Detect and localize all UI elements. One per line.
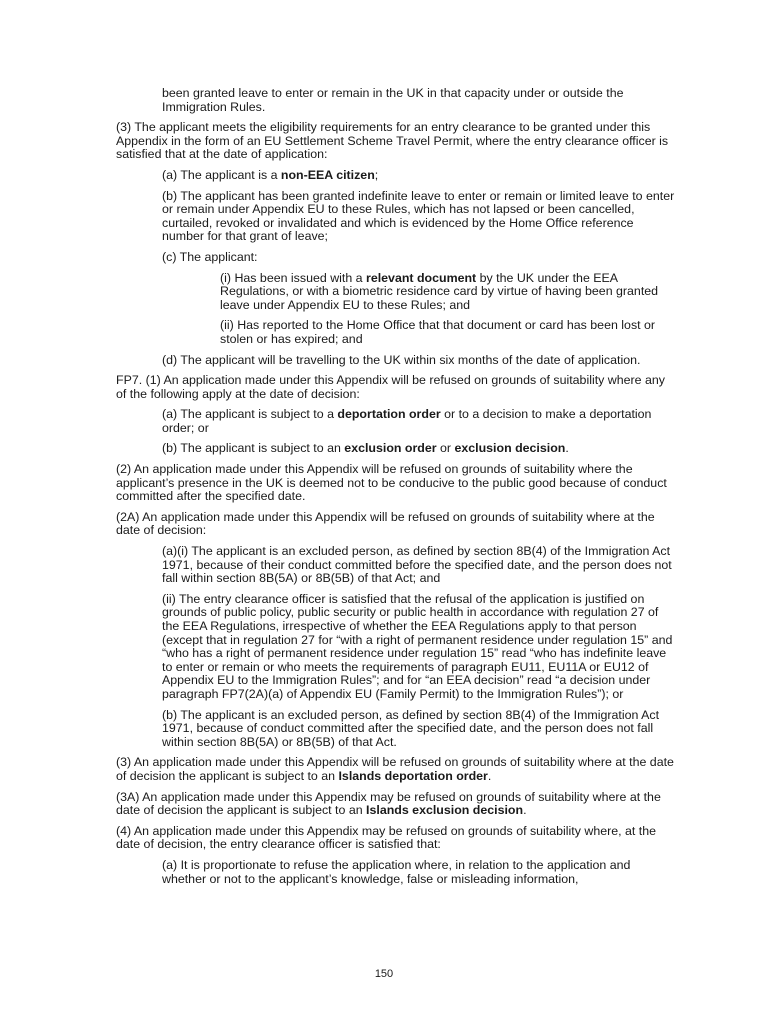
paragraph-text: (3A) An application made under this Appendix may be refused on grounds of suitability where at the date of decision the applicant is subject to an: [116, 789, 661, 818]
paragraph-text: (2A) An application made under this Appendix will be refused on grounds of suitability where at the date of decision:: [116, 509, 655, 538]
paragraph-text: or to a decision to make a deportation order; or: [162, 407, 652, 435]
defined-term: Islands deportation order: [338, 768, 488, 783]
paragraph-text: (a) The applicant is a: [162, 167, 281, 182]
paragraph: [116, 190, 676, 244]
paragraph-text: (3) The applicant meets the eligibility requirements for an entry clearance to be granted under this Appendix in the form of an EU Settlement Scheme Travel Permit, where the entry clearance officer is satisfied that at the date of application:: [116, 120, 669, 162]
paragraph-text: (b) The applicant is an excluded person, as defined by section 8B(4) of the Immigration Act 1971, because of conduct committed after the specified date, and the person does not fall within section 8B(5A) or 8B(5B) of that Act.: [162, 707, 660, 749]
paragraph: [116, 272, 676, 313]
paragraph-text: (2) An application made under this Appendix will be refused on grounds of suitability where the applicant’s presence in the UK is deemed not to be conducive to the public good because of conduct committed after the specified date.: [116, 462, 667, 504]
paragraph-text: FP7. (1) An application made under this Appendix will be refused on grounds of suitability where any of the following apply at the date of decision:: [116, 373, 665, 401]
paragraph: [116, 121, 676, 162]
paragraph-text: (b) The applicant has been granted indefinite leave to enter or remain or limited leave to enter or remain under Appendix EU to these Rules, which has not lapsed or been cancelled, curtailed, revoked or invalidated and which is evidenced by the Home Office reference number for that grant of leave;: [162, 188, 675, 244]
paragraph: [116, 593, 676, 702]
defined-term: relevant document: [366, 270, 477, 285]
paragraph-text: .: [487, 768, 492, 783]
defined-term: deportation order: [337, 407, 441, 422]
paragraph-text: by the UK under the EEA Regulations, or with a biometric residence card by virtue of having been granted leave under Appendix EU to these Rules; and: [220, 270, 659, 312]
defined-term: exclusion decision: [454, 441, 566, 456]
paragraph-text: (d) The applicant will be travelling to the UK within six months of the date of application.: [162, 352, 641, 367]
paragraph: [116, 756, 676, 783]
paragraph-text: (i) Has been issued with a: [220, 270, 367, 285]
page-number: 150: [374, 968, 394, 980]
paragraph: [116, 709, 676, 750]
paragraph: [116, 319, 676, 346]
paragraph: [116, 463, 676, 504]
paragraph-text: ;: [374, 167, 379, 182]
paragraph: [116, 354, 676, 368]
paragraph-text: (a) The applicant is subject to a: [162, 407, 338, 422]
paragraph: [116, 169, 676, 183]
paragraph: [116, 825, 676, 852]
document-body: [116, 87, 676, 893]
paragraph-text: or: [436, 441, 455, 456]
paragraph-text: (c) The applicant:: [162, 249, 258, 264]
paragraph-text: (3) An application made under this Appendix will be refused on grounds of suitability where at the date of decision the applicant is subject to an: [116, 755, 674, 783]
defined-term: Islands exclusion decision: [366, 803, 524, 818]
paragraph: [116, 859, 676, 886]
paragraph-text: .: [523, 803, 527, 818]
paragraph-text: (b) The applicant is subject to an: [162, 441, 345, 456]
paragraph-text: (a)(i) The applicant is an excluded person, as defined by section 8B(4) of the Immigration Act 1971, because of their conduct committed before the specified date, and the person does not fall within section 8B(5A) or 8B(5B) of that Act; and: [162, 544, 672, 586]
paragraph: [116, 511, 676, 538]
paragraph-text: (ii) The entry clearance officer is satisfied that the refusal of the application is justified on grounds of public policy, public security or public health in accordance with regulation 27 of the EEA Regulations, irrespective of whether the EEA Regulations apply to that person (except that in regulation 27 for “with a right of permanent residence under regulation 15” and “who has a right of permanent residence under regulation 15” read “who has indefinite leave to enter or remain or who meets the requirements of paragraph EU11, EU11A or EU12 of Appendix EU to the Immigration Rules”; and for “an EEA decision” read “a decision under paragraph FP7(2A)(a) of Appendix EU (Family Permit) to the Immigration Rules”); or: [162, 591, 673, 701]
paragraph: [116, 374, 676, 401]
paragraph: [116, 408, 676, 435]
paragraph: [116, 251, 676, 265]
paragraph-text: (a) It is proportionate to refuse the application where, in relation to the application and whether or not to the applicant’s knowledge, false or misleading information,: [162, 857, 631, 886]
defined-term: exclusion order: [344, 441, 437, 456]
paragraph-text: .: [565, 441, 569, 456]
paragraph: [116, 87, 676, 114]
paragraph-text: (4) An application made under this Appendix may be refused on grounds of suitability where, at the date of decision, the entry clearance officer is satisfied that:: [116, 823, 657, 852]
paragraph: [116, 791, 676, 818]
defined-term: non-EEA citizen: [280, 167, 375, 182]
paragraph: [116, 442, 676, 456]
paragraph-text: been granted leave to enter or remain in the UK in that capacity under or outside the Immigration Rules.: [162, 86, 624, 114]
paragraph-text: (ii) Has reported to the Home Office that that document or card has been lost or stolen or has expired; and: [220, 318, 656, 346]
paragraph: [116, 545, 676, 586]
